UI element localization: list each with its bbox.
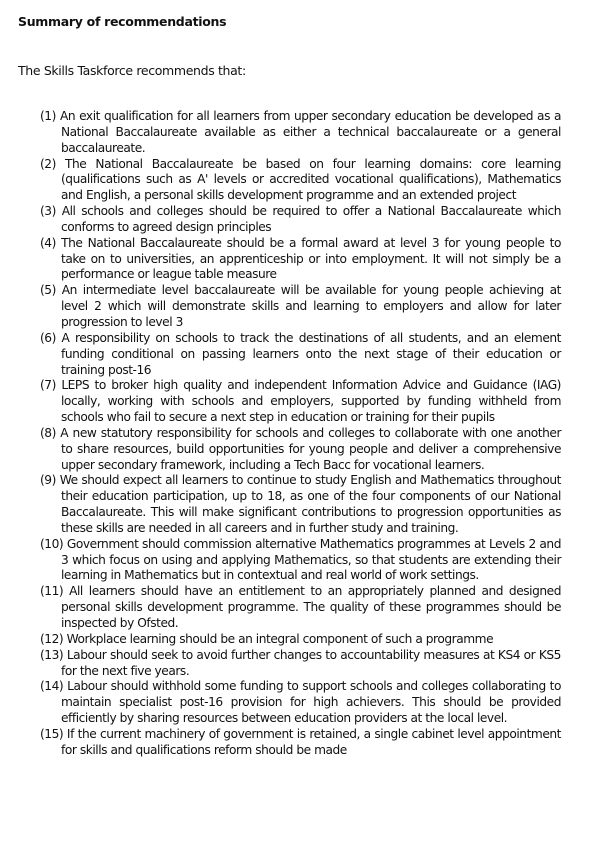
recommendation-item	[40, 204, 561, 236]
recommendation-item	[40, 157, 561, 205]
recommendation-item	[40, 426, 561, 474]
recommendation-item	[40, 109, 561, 157]
recommendation-item	[40, 727, 561, 759]
recommendations-list	[40, 109, 561, 759]
recommendation-text: We should expect all learners to continue to study English and Mathematics throughout their education participation, up to 18, as one of the four components of our National Baccalaureate. This will make significant contributions to progression opportunities as these skills are needed in all careers and in further study and training.	[59, 473, 561, 535]
recommendation-text: LEPS to broker high quality and independent Information Advice and Guidance (IAG) locally, working with schools and employers, supported by funding withheld from schools who fail to secure a next step in education or training for their pupils	[61, 378, 561, 425]
recommendation-number: (5)	[40, 283, 56, 298]
section-heading: Summary of recommendations	[18, 14, 227, 29]
recommendation-text: An exit qualification for all learners from upper secondary education be developed as a National Baccalaureate available as either a technical baccalaureate or a general baccalaureate.	[59, 109, 561, 155]
recommendation-number: (8)	[40, 425, 56, 440]
recommendation-number: (2)	[40, 156, 56, 171]
recommendation-item	[40, 632, 561, 648]
recommendation-number: (12)	[40, 631, 64, 646]
recommendation-text: The National Baccalaureate be based on four learning domains: core learning (qualifications such as A' levels or accredited vocational qualifications), Mathematics and English, a personal skills development programme and an extended project	[61, 156, 561, 203]
recommendation-text: All schools and colleges should be required to offer a National Baccalaureate which conforms to agreed design principles	[61, 204, 561, 234]
recommendation-text: Workplace learning should be an integral component of such a programme	[66, 631, 494, 646]
recommendation-item	[40, 378, 561, 426]
recommendation-text: Labour should seek to avoid further changes to accountability measures at KS4 or KS5 for the next five years.	[61, 647, 561, 678]
recommendation-number: (11)	[40, 584, 64, 599]
recommendation-text: Labour should withhold some funding to support schools and colleges collaborating to maintain specialist post-16 provision for high achievers. This should be provided efficiently by sharing resources between education providers at the local level.	[61, 679, 561, 726]
recommendation-item	[40, 679, 561, 727]
recommendation-number: (3)	[40, 204, 56, 219]
recommendation-text: A responsibility on schools to track the destinations of all students, and an element funding conditional on passing learners onto the next stage of their education or training post-16	[61, 330, 561, 377]
recommendation-item	[40, 473, 561, 536]
recommendation-text: Government should commission alternative Mathematics programmes at Levels 2 and 3 which focus on using and applying Mathematics, so that students are extending their learning in Mathematics but in contextual and real world of work settings.	[61, 536, 561, 583]
recommendation-number: (1)	[40, 109, 56, 123]
intro-sentence: The Skills Taskforce recommends that:	[18, 63, 246, 78]
recommendation-number: (4)	[40, 235, 56, 250]
recommendation-text: An intermediate level baccalaureate will be available for young people achieving at level 2 which will demonstrate skills and learning to employers and allow for later progression to level 3	[61, 283, 561, 329]
recommendation-item	[40, 537, 561, 585]
recommendation-text: The National Baccalaureate should be a formal award at level 3 for young people to take on to universities, an apprenticeship or into employment. It will not simply be a performance or league table measure	[61, 235, 561, 282]
recommendation-number: (14)	[40, 679, 64, 694]
recommendation-number: (6)	[40, 330, 56, 345]
recommendation-item	[40, 236, 561, 284]
recommendation-item	[40, 648, 561, 680]
recommendation-number: (13)	[40, 647, 64, 662]
recommendation-number: (7)	[40, 378, 56, 393]
recommendation-text: If the current machinery of government is retained, a single cabinet level appointment for skills and qualifications reform should be made	[61, 726, 561, 757]
recommendation-text: All learners should have an entitlement to an appropriately planned and designed personal skills development programme. The quality of these programmes should be inspected by Ofsted.	[61, 584, 561, 630]
recommendation-item	[40, 331, 561, 379]
recommendation-number: (9)	[40, 473, 56, 488]
recommendation-item	[40, 584, 561, 632]
recommendation-number: (15)	[40, 726, 64, 741]
recommendation-text: A new statutory responsibility for schools and colleges to collaborate with one another to share resources, build opportunities for young people and deliver a comprehensive upper secondary framework, including a Tech Bacc for vocational learners.	[60, 425, 561, 472]
recommendation-item	[40, 283, 561, 331]
recommendation-number: (10)	[40, 536, 64, 551]
